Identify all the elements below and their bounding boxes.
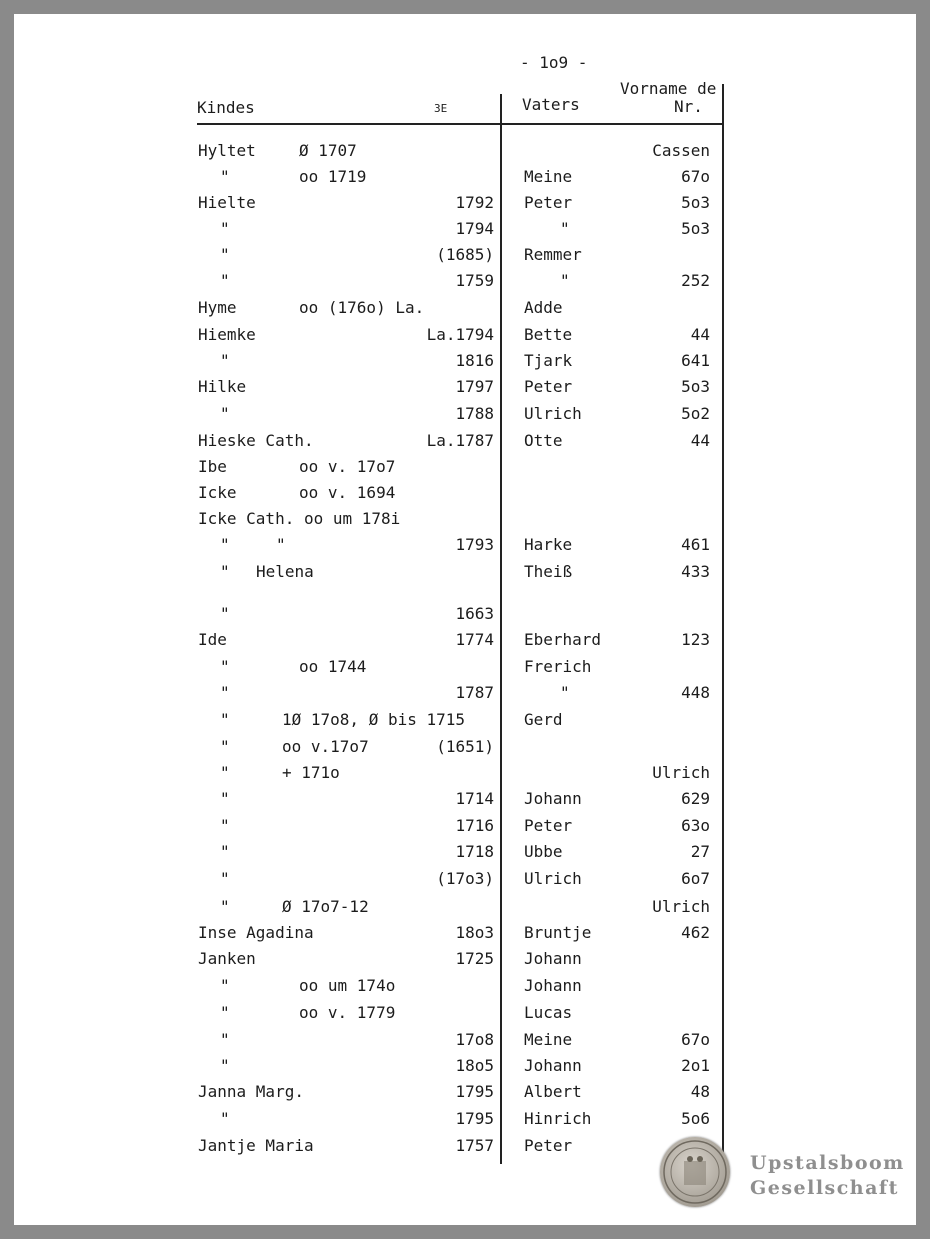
- cell-note: oo um 174o: [299, 976, 396, 995]
- cell-father: ": [560, 219, 570, 238]
- cell-name: ": [220, 1030, 230, 1049]
- cell-year: 18o5: [455, 1056, 494, 1075]
- cell-name: ": [220, 1109, 230, 1128]
- cell-father: Ulrich: [524, 869, 582, 888]
- cell-year: 1795: [455, 1082, 494, 1101]
- cell-nr: Ulrich: [652, 897, 710, 916]
- cell-name: Hyltet: [198, 141, 256, 160]
- cell-father: Adde: [524, 298, 563, 317]
- cell-year: 1816: [455, 351, 494, 370]
- cell-name: ": [220, 789, 230, 808]
- cell-father: Meine: [524, 167, 573, 186]
- cell-name: Hieske Cath.: [198, 431, 314, 450]
- cell-name: Hyme: [198, 298, 237, 317]
- cell-note: 1Ø 17o8, Ø bis 1715: [282, 710, 466, 729]
- cell-father: Peter: [524, 377, 573, 396]
- cell-year: La.1794: [426, 325, 494, 344]
- cell-year: 17o8: [455, 1030, 494, 1049]
- cell-name: ": [220, 763, 230, 782]
- cell-name: Jantje Maria: [198, 1136, 314, 1155]
- cell-note: oo (176o) La.: [299, 298, 425, 317]
- cell-name: ": [220, 710, 230, 729]
- cell-name: ": [220, 404, 230, 423]
- cell-year: 1792: [455, 193, 494, 212]
- cell-name: Janna Marg.: [198, 1082, 304, 1101]
- cell-name: ": [220, 1056, 230, 1075]
- cell-nr: 461: [681, 535, 710, 554]
- cell-name: Hiemke: [198, 325, 256, 344]
- cell-father: Eberhard: [524, 630, 602, 649]
- cell-nr: 67o: [681, 167, 710, 186]
- cell-note: + 171o: [282, 763, 340, 782]
- cell-father: Bette: [524, 325, 573, 344]
- cell-name: Ide: [198, 630, 227, 649]
- cell-year: 1663: [455, 604, 494, 623]
- cell-nr: 641: [681, 351, 710, 370]
- cell-nr: 67o: [681, 1030, 710, 1049]
- cell-note: Ø 17o7-12: [282, 897, 369, 916]
- cell-nr: 6o7: [681, 869, 710, 888]
- cell-note: oo 1744: [299, 657, 367, 676]
- cell-name: ": [220, 351, 230, 370]
- cell-name: ": [220, 897, 230, 916]
- page-number: - 1o9 -: [520, 53, 588, 72]
- cell-father: Harke: [524, 535, 573, 554]
- cell-year: 1797: [455, 377, 494, 396]
- cell-father: Otte: [524, 431, 563, 450]
- cell-name: ": [220, 245, 230, 264]
- brand-line-2: Gesellschaft: [750, 1177, 899, 1199]
- cell-father: Frerich: [524, 657, 592, 676]
- cell-father: Johann: [524, 1056, 582, 1075]
- cell-nr: Cassen: [652, 141, 710, 160]
- cell-father: Johann: [524, 789, 582, 808]
- cell-father: ": [560, 683, 570, 702]
- cell-nr: 44: [690, 325, 710, 344]
- cell-father: Hinrich: [524, 1109, 592, 1128]
- cell-father: Johann: [524, 976, 582, 995]
- cell-year: 18o3: [455, 923, 494, 942]
- header-nr: Nr.: [674, 97, 703, 116]
- cell-nr: 5o3: [681, 377, 710, 396]
- cell-father: Lucas: [524, 1003, 573, 1022]
- cell-nr: 448: [681, 683, 710, 702]
- cell-note: ": [276, 535, 286, 554]
- cell-name: ": [220, 219, 230, 238]
- cell-father: Tjark: [524, 351, 573, 370]
- cell-year: 1714: [455, 789, 494, 808]
- cell-year: 1757: [455, 1136, 494, 1155]
- cell-nr: 629: [681, 789, 710, 808]
- cell-nr: 63o: [681, 816, 710, 835]
- header-vorname: Vorname de: [620, 79, 717, 98]
- cell-name: ": [220, 1003, 230, 1022]
- document-page: [14, 14, 916, 1225]
- cell-note: oo v. 1694: [299, 483, 396, 502]
- cell-name: ": [220, 271, 230, 290]
- cell-year: 1787: [455, 683, 494, 702]
- cell-note: oo v. 1779: [299, 1003, 396, 1022]
- cell-father: Johann: [524, 949, 582, 968]
- cell-nr: 44: [690, 431, 710, 450]
- cell-father: Bruntje: [524, 923, 592, 942]
- cell-father: Remmer: [524, 245, 582, 264]
- cell-note: oo 1719: [299, 167, 367, 186]
- cell-name: ": [220, 657, 230, 676]
- cell-year: 1793: [455, 535, 494, 554]
- cell-father: Peter: [524, 1136, 573, 1155]
- cell-year: 1716: [455, 816, 494, 835]
- cell-name: ": [220, 535, 230, 554]
- cell-name: Janken: [198, 949, 256, 968]
- cell-name: ": [220, 816, 230, 835]
- cell-year: 1794: [455, 219, 494, 238]
- cell-father: Peter: [524, 816, 573, 835]
- cell-year: 1774: [455, 630, 494, 649]
- cell-name: ": [220, 167, 230, 186]
- cell-nr: 123: [681, 630, 710, 649]
- cell-name: ": [220, 869, 230, 888]
- brand-line-1: Upstalsboom: [750, 1152, 905, 1174]
- cell-year: (17o3): [436, 869, 494, 888]
- cell-father: Meine: [524, 1030, 573, 1049]
- header-mark: 3E: [434, 102, 448, 115]
- cell-name: ": [220, 842, 230, 861]
- cell-year: 1759: [455, 271, 494, 290]
- cell-year: La.1787: [426, 431, 494, 450]
- cell-nr: 48: [690, 1082, 710, 1101]
- cell-name: Hielte: [198, 193, 256, 212]
- cell-nr: 252: [681, 271, 710, 290]
- cell-nr: 462: [681, 923, 710, 942]
- cell-nr: 433: [681, 562, 710, 581]
- cell-nr: 5o6: [681, 1109, 710, 1128]
- cell-note: Helena: [256, 562, 314, 581]
- cell-father: Gerd: [524, 710, 563, 729]
- cell-father: Ulrich: [524, 404, 582, 423]
- society-seal: [660, 1137, 730, 1207]
- column-divider-left: [500, 94, 502, 1164]
- cell-name: Icke Cath. oo um 178i: [198, 509, 401, 528]
- cell-note: oo v. 17o7: [299, 457, 396, 476]
- column-divider-right: [722, 84, 724, 1164]
- cell-nr: 27: [690, 842, 710, 861]
- cell-nr: 5o2: [681, 404, 710, 423]
- cell-nr: Ulrich: [652, 763, 710, 782]
- header-vaters: Vaters: [522, 95, 580, 114]
- cell-note: Ø 1707: [299, 141, 357, 160]
- cell-year: 1718: [455, 842, 494, 861]
- header-rule: [197, 123, 723, 125]
- seal-icon: [660, 1137, 730, 1207]
- cell-name: ": [220, 976, 230, 995]
- cell-father: Ubbe: [524, 842, 563, 861]
- cell-year: 1725: [455, 949, 494, 968]
- cell-name: Icke: [198, 483, 237, 502]
- cell-father: ": [560, 271, 570, 290]
- cell-year: (1685): [436, 245, 494, 264]
- cell-nr: 2o1: [681, 1056, 710, 1075]
- cell-name: ": [220, 737, 230, 756]
- cell-name: ": [220, 604, 230, 623]
- cell-year: 1795: [455, 1109, 494, 1128]
- cell-year: (1651): [436, 737, 494, 756]
- cell-father: Theiß: [524, 562, 573, 581]
- cell-name: Inse Agadina: [198, 923, 314, 942]
- cell-father: Peter: [524, 193, 573, 212]
- cell-name: Ibe: [198, 457, 227, 476]
- header-kindes: Kindes: [197, 98, 255, 117]
- cell-nr: 5o3: [681, 219, 710, 238]
- cell-father: Albert: [524, 1082, 582, 1101]
- cell-name: Hilke: [198, 377, 247, 396]
- cell-nr: 5o3: [681, 193, 710, 212]
- cell-name: ": [220, 562, 230, 581]
- cell-year: 1788: [455, 404, 494, 423]
- cell-note: oo v.17o7: [282, 737, 369, 756]
- cell-name: ": [220, 683, 230, 702]
